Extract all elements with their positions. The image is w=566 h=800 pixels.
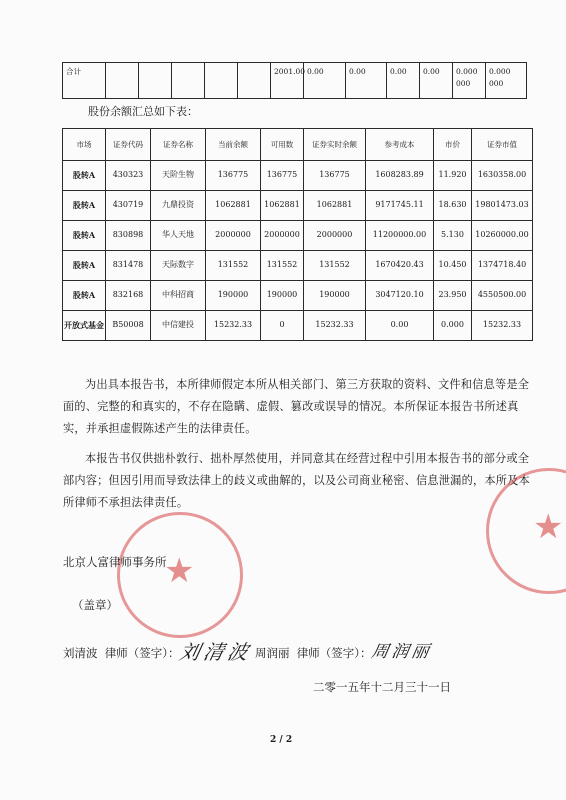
table-row: 股转A 832168 中科招商 190000 190000 190000 3047120.10 23.950 4550500.00	[63, 281, 533, 311]
seal-note: （盖章）	[72, 598, 118, 612]
table-row: 股转A 430323 天阶生物 136775 136775 136775 1608283.89 11.920 1630358.00	[63, 161, 533, 191]
totals-cell: 0.00	[387, 63, 420, 99]
table-row: 开放式基金 B50008 中信建投 15232.33 0 15232.33 0.00 0.000 15232.33	[63, 311, 533, 341]
totals-cell: 0.00	[420, 63, 453, 99]
totals-row	[63, 63, 527, 99]
totals-table	[62, 62, 527, 99]
totals-cell: 0.000 000	[453, 63, 486, 99]
signature-2: 周润丽	[369, 642, 434, 662]
col-header: 参考成本	[366, 129, 434, 161]
seal-star-icon: ★	[164, 551, 195, 591]
col-header: 证券实时余额	[304, 129, 366, 161]
col-header: 可用数	[261, 129, 304, 161]
totals-cell: 0.00	[304, 63, 346, 99]
lawyer2-label: 周润丽 律师（签字）：	[255, 646, 372, 660]
col-header: 当前余额	[206, 129, 261, 161]
holdings-table	[62, 128, 533, 341]
firm-name: 北京人富律师事务所	[63, 555, 167, 569]
table-row: 股转A 831478 天际数字 131552 131552 131552 1670420.43 10.450 1374718.40	[63, 251, 533, 281]
paragraph-usage: 本报告书仅供拙朴敦行、拙朴厚然使用，并同意其在经营过程中引用本报告书的部分或全部内容；但因引用而导致法律上的歧义或曲解的，以及公司商业秘密、信息泄漏的，本所及本所律师不承担法律责任。	[63, 452, 530, 509]
section-intro: 股份余额汇总如下表：	[88, 105, 198, 118]
firm-seal-left	[117, 512, 243, 638]
col-header: 证券代码	[106, 129, 151, 161]
col-header: 市场	[63, 129, 106, 161]
col-header: 市价	[434, 129, 472, 161]
table-row: 股转A 430719 九鼎投资 1062881 1062881 1062881 9171745.11 18.630 19801473.03	[63, 191, 533, 221]
report-date: 二零一五年十二月三十一日	[313, 680, 451, 694]
totals-label: 合计	[63, 63, 106, 99]
totals-cell: 0.00	[346, 63, 387, 99]
paragraph-assumption: 为出具本报告书，本所律师假定本所从相关部门、第三方获取的资料、文件和信息等是全面的、完整的和真实的，不存在隐瞒、虚假、篡改或误导的情况。本所保证本报告书所述真实，并承担虚假陈述产生的法律责任。	[63, 378, 530, 435]
lawyer1-label: 刘清波 律师（签字）：	[63, 646, 180, 660]
table-row: 股转A 830898 华人天地 2000000 2000000 2000000 11200000.00 5.130 10260000.00	[63, 221, 533, 251]
seal-star-icon: ★	[533, 507, 564, 547]
table-header-row	[63, 129, 533, 161]
totals-cell: 2001.00	[271, 63, 304, 99]
signature-1: 刘清波	[177, 640, 255, 664]
col-header: 证券名称	[151, 129, 206, 161]
page-number: 2 / 2	[270, 735, 293, 745]
totals-cell: 0.000 000	[486, 63, 527, 99]
col-header: 证券市值	[472, 129, 533, 161]
